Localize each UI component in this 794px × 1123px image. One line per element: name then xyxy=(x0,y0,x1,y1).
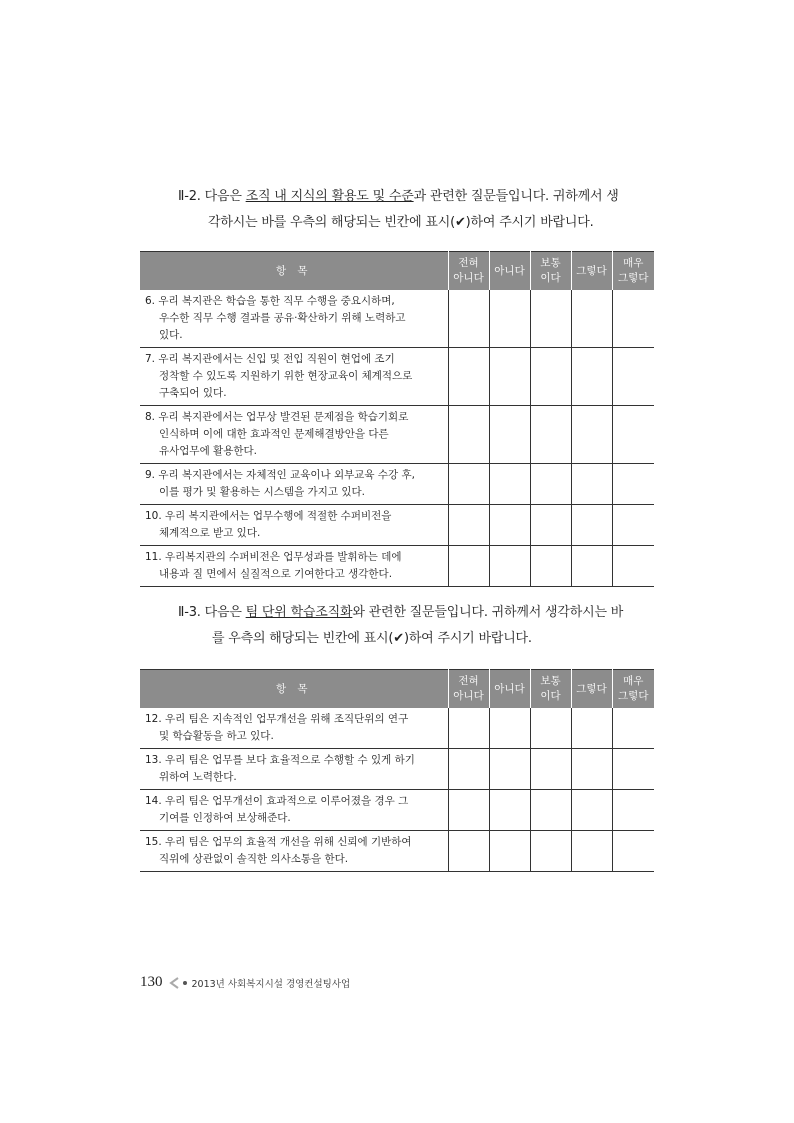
page-footer xyxy=(140,974,350,991)
table-row xyxy=(140,505,654,546)
answer-cell-disagree[interactable] xyxy=(489,464,530,505)
answer-cell-strongly-agree[interactable] xyxy=(612,406,654,464)
answer-cell-strongly-agree[interactable] xyxy=(612,348,654,406)
intro-topic: 조직 내 지식의 활용도 및 수준 xyxy=(245,189,414,204)
header-item: 항 목 xyxy=(140,670,448,709)
header-strongly-agree: 매우 그렇다 xyxy=(612,670,654,709)
answer-cell-neutral[interactable] xyxy=(530,348,571,406)
answer-cell-strongly-agree[interactable] xyxy=(612,505,654,546)
header-disagree: 아니다 xyxy=(489,670,530,709)
answer-cell-disagree[interactable] xyxy=(489,708,530,749)
survey-table-2 xyxy=(140,669,654,872)
question-text xyxy=(140,546,448,587)
answer-cell-agree[interactable] xyxy=(571,708,612,749)
answer-cell-disagree[interactable] xyxy=(489,348,530,406)
question-continuation-line: 기여를 인정하여 보상해준다. xyxy=(159,812,291,824)
answer-cell-disagree[interactable] xyxy=(489,749,530,790)
answer-cell-neutral[interactable] xyxy=(530,406,571,464)
question-continuation-line: 직위에 상관없이 솔직한 의사소통을 한다. xyxy=(159,853,349,865)
page-number: 130 xyxy=(140,974,163,990)
answer-cell-agree[interactable] xyxy=(571,831,612,872)
answer-cell-strongly-disagree[interactable] xyxy=(448,790,489,831)
question-text xyxy=(140,708,448,749)
answer-cell-strongly-disagree[interactable] xyxy=(448,505,489,546)
question-continuation-line: 내용과 질 면에서 실질적으로 기여한다고 생각한다. xyxy=(159,568,393,580)
answer-cell-neutral[interactable] xyxy=(530,464,571,505)
chevron-left-icon xyxy=(167,976,181,990)
answer-cell-neutral[interactable] xyxy=(530,546,571,587)
header-agree: 그렇다 xyxy=(571,252,612,291)
answer-cell-agree[interactable] xyxy=(571,546,612,587)
question-first-line: 7. 우리 복지관에서는 신입 및 전입 직원이 현업에 조기 xyxy=(145,353,395,365)
section-3-intro xyxy=(178,600,658,652)
question-continuation-line: 및 학습활동을 하고 있다. xyxy=(159,730,274,742)
question-continuation-line: 이를 평가 및 활용하는 시스템을 가지고 있다. xyxy=(159,486,365,498)
table-row xyxy=(140,831,654,872)
answer-cell-disagree[interactable] xyxy=(489,546,530,587)
question-text xyxy=(140,290,448,348)
bullet-dot xyxy=(183,981,187,985)
answer-cell-disagree[interactable] xyxy=(489,831,530,872)
answer-cell-strongly-agree[interactable] xyxy=(612,749,654,790)
header-neutral: 보통 이다 xyxy=(530,252,571,291)
answer-cell-strongly-disagree[interactable] xyxy=(448,290,489,348)
question-text xyxy=(140,831,448,872)
table-row xyxy=(140,546,654,587)
table-row xyxy=(140,749,654,790)
question-continuation-line: 정착할 수 있도록 지원하기 위한 현장교육이 체계적으로 xyxy=(159,370,413,382)
table-row xyxy=(140,708,654,749)
question-text xyxy=(140,348,448,406)
header-neutral: 보통 이다 xyxy=(530,670,571,709)
answer-cell-agree[interactable] xyxy=(571,749,612,790)
answer-cell-agree[interactable] xyxy=(571,290,612,348)
answer-cell-neutral[interactable] xyxy=(530,505,571,546)
answer-cell-strongly-disagree[interactable] xyxy=(448,406,489,464)
question-continuation-line: 인식하며 이에 대한 효과적인 문제해결방안을 다른 xyxy=(159,428,389,440)
question-first-line: 8. 우리 복지관에서는 업무상 발견된 문제점을 학습기회로 xyxy=(145,411,409,423)
question-first-line: 10. 우리 복지관에서는 업무수행에 적절한 수퍼비전을 xyxy=(145,510,392,522)
header-strongly-disagree: 전혀 아니다 xyxy=(448,670,489,709)
question-continuation-line: 체계적으로 받고 있다. xyxy=(159,527,261,539)
answer-cell-strongly-agree[interactable] xyxy=(612,790,654,831)
header-agree: 그렇다 xyxy=(571,670,612,709)
answer-cell-strongly-disagree[interactable] xyxy=(448,464,489,505)
question-text xyxy=(140,464,448,505)
table-row xyxy=(140,406,654,464)
header-item: 항 목 xyxy=(140,252,448,291)
answer-cell-neutral[interactable] xyxy=(530,290,571,348)
table-row xyxy=(140,464,654,505)
intro-suffix: 과 관련한 질문들입니다. 귀하께서 생 xyxy=(413,189,619,204)
answer-cell-agree[interactable] xyxy=(571,348,612,406)
answer-cell-strongly-disagree[interactable] xyxy=(448,348,489,406)
answer-cell-neutral[interactable] xyxy=(530,708,571,749)
answer-cell-strongly-disagree[interactable] xyxy=(448,749,489,790)
answer-cell-disagree[interactable] xyxy=(489,790,530,831)
answer-cell-agree[interactable] xyxy=(571,464,612,505)
intro-prefix: Ⅱ-3. 다음은 xyxy=(178,605,246,620)
question-first-line: 9. 우리 복지관에서는 자체적인 교육이나 외부교육 수강 후, xyxy=(145,469,416,481)
header-strongly-agree: 매우 그렇다 xyxy=(612,252,654,291)
intro-line2: 를 우측의 해당되는 빈칸에 표시(✔)하여 주시기 바랍니다. xyxy=(212,631,532,646)
intro-prefix: Ⅱ-2. 다음은 xyxy=(178,189,246,204)
answer-cell-agree[interactable] xyxy=(571,406,612,464)
answer-cell-neutral[interactable] xyxy=(530,790,571,831)
answer-cell-strongly-disagree[interactable] xyxy=(448,708,489,749)
question-continuation-line: 구축되어 있다. xyxy=(159,387,227,399)
answer-cell-agree[interactable] xyxy=(571,790,612,831)
table-row xyxy=(140,348,654,406)
answer-cell-strongly-disagree[interactable] xyxy=(448,831,489,872)
table-row xyxy=(140,290,654,348)
answer-cell-neutral[interactable] xyxy=(530,831,571,872)
answer-cell-strongly-agree[interactable] xyxy=(612,464,654,505)
intro-suffix: 와 관련한 질문들입니다. 귀하께서 생각하시는 바 xyxy=(352,605,624,620)
section-2-intro xyxy=(178,184,658,236)
question-first-line: 12. 우리 팀은 지속적인 업무개선을 위해 조직단위의 연구 xyxy=(145,713,409,725)
question-first-line: 6. 우리 복지관은 학습을 통한 직무 수행을 중요시하며, xyxy=(145,295,395,307)
answer-cell-strongly-agree[interactable] xyxy=(612,290,654,348)
question-first-line: 13. 우리 팀은 업무를 보다 효율적으로 수행할 수 있게 하기 xyxy=(145,754,415,766)
intro-line2: 각하시는 바를 우측의 해당되는 빈칸에 표시(✔)하여 주시기 바랍니다. xyxy=(208,215,594,230)
table-header xyxy=(140,670,654,709)
question-text xyxy=(140,505,448,546)
question-first-line: 15. 우리 팀은 업무의 효율적 개선을 위해 신뢰에 기반하여 xyxy=(145,836,412,848)
question-text xyxy=(140,790,448,831)
question-first-line: 11. 우리복지관의 수퍼비전은 업무성과를 발휘하는 데에 xyxy=(145,551,402,563)
answer-cell-disagree[interactable] xyxy=(489,290,530,348)
header-strongly-disagree: 전혀 아니다 xyxy=(448,252,489,291)
footer-title: 2013년 사회복지시설 경영컨설팅사업 xyxy=(191,978,351,990)
answer-cell-neutral[interactable] xyxy=(530,749,571,790)
answer-cell-disagree[interactable] xyxy=(489,505,530,546)
answer-cell-strongly-agree[interactable] xyxy=(612,708,654,749)
question-first-line: 14. 우리 팀은 업무개선이 효과적으로 이루어졌을 경우 그 xyxy=(145,795,409,807)
question-continuation-line: 유사업무에 활용한다. xyxy=(159,445,257,457)
question-text xyxy=(140,406,448,464)
table-header xyxy=(140,252,654,291)
question-continuation-line: 있다. xyxy=(159,329,183,341)
answer-cell-disagree[interactable] xyxy=(489,406,530,464)
table-row xyxy=(140,790,654,831)
answer-cell-strongly-agree[interactable] xyxy=(612,831,654,872)
survey-table-1 xyxy=(140,251,654,587)
question-text xyxy=(140,749,448,790)
question-continuation-line: 위하여 노력한다. xyxy=(159,771,237,783)
answer-cell-agree[interactable] xyxy=(571,505,612,546)
question-continuation-line: 우수한 직무 수행 결과를 공유·확산하기 위해 노력하고 xyxy=(159,312,406,324)
header-disagree: 아니다 xyxy=(489,252,530,291)
answer-cell-strongly-agree[interactable] xyxy=(612,546,654,587)
intro-topic: 팀 단위 학습조직화 xyxy=(245,605,353,620)
answer-cell-strongly-disagree[interactable] xyxy=(448,546,489,587)
